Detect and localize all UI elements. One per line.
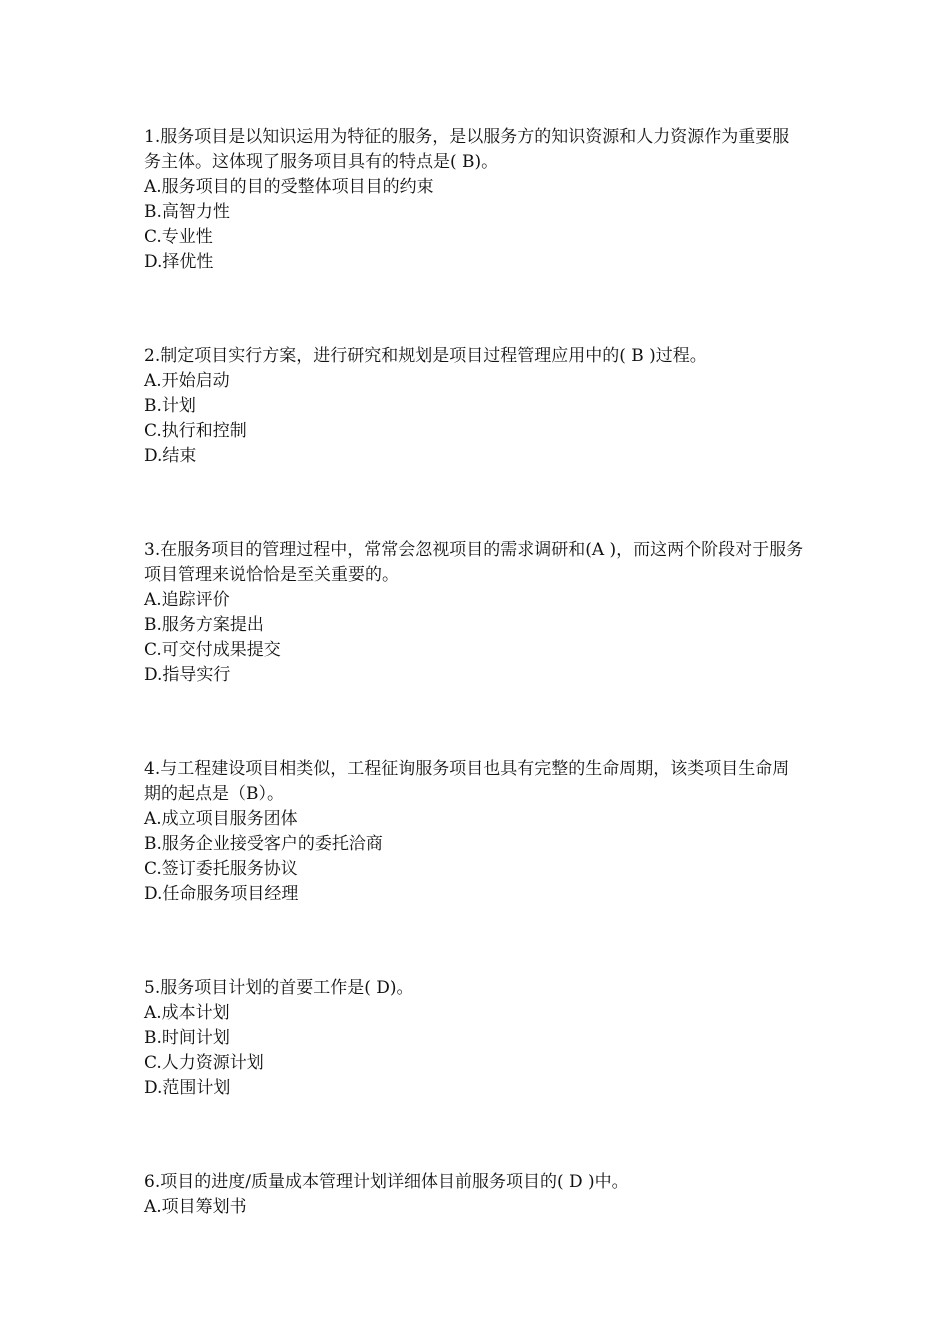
question-text: 6.项目的进度/质量成本管理计划详细体目前服务项目的( D )中。 bbox=[144, 1172, 629, 1192]
option-a: A.服务项目的目的受整体项目目的约束 bbox=[144, 177, 434, 197]
question-text: 3.在服务项目的管理过程中，常常会忽视项目的需求调研和(A )，而这两个阶段对于服务项目管理来说恰恰是至关重要的。 bbox=[144, 540, 804, 585]
option-a: A.项目筹划书 bbox=[144, 1197, 247, 1217]
question-5 bbox=[144, 976, 804, 1101]
option-c: C.专业性 bbox=[144, 227, 213, 247]
option-b: B.服务方案提出 bbox=[144, 615, 264, 635]
question-1 bbox=[144, 125, 804, 275]
question-text: 5.服务项目计划的首要工作是( D)。 bbox=[144, 978, 414, 998]
option-c: C.执行和控制 bbox=[144, 421, 247, 441]
option-b: B.高智力性 bbox=[144, 202, 230, 222]
option-d: D.范围计划 bbox=[144, 1078, 231, 1098]
option-a: A.成本计划 bbox=[144, 1003, 230, 1023]
question-2 bbox=[144, 344, 804, 469]
option-c: C.人力资源计划 bbox=[144, 1053, 264, 1073]
option-c: C.签订委托服务协议 bbox=[144, 859, 298, 879]
option-d: D.择优性 bbox=[144, 252, 214, 272]
option-a: A.成立项目服务团体 bbox=[144, 809, 298, 829]
option-b: B.时间计划 bbox=[144, 1028, 230, 1048]
option-d: D.指导实行 bbox=[144, 665, 231, 685]
option-c: C.可交付成果提交 bbox=[144, 640, 281, 660]
option-b: B.计划 bbox=[144, 396, 196, 416]
question-3 bbox=[144, 538, 804, 688]
question-text: 2.制定项目实行方案，进行研究和规划是项目过程管理应用中的( B )过程。 bbox=[144, 346, 707, 366]
option-a: A.追踪评价 bbox=[144, 590, 230, 610]
option-b: B.服务企业接受客户的委托洽商 bbox=[144, 834, 383, 854]
question-4 bbox=[144, 757, 804, 907]
option-a: A.开始启动 bbox=[144, 371, 230, 391]
question-text: 4.与工程建设项目相类似，工程征询服务项目也具有完整的生命周期，该类项目生命周期的起点是（B）。 bbox=[144, 759, 790, 804]
question-text: 1.服务项目是以知识运用为特征的服务，是以服务方的知识资源和人力资源作为重要服务主体。这体现了服务项目具有的特点是( B)。 bbox=[144, 127, 790, 172]
question-6 bbox=[144, 1170, 804, 1220]
option-d: D.结束 bbox=[144, 446, 197, 466]
option-d: D.任命服务项目经理 bbox=[144, 884, 299, 904]
